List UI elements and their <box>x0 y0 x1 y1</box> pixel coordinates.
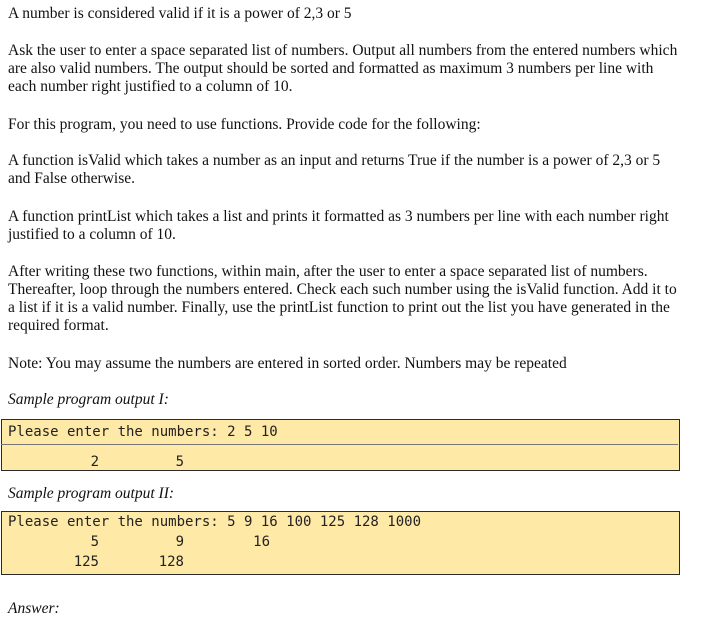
note-text: Note: You may assume the numbers are entered in sorted order. Numbers may be repeated <box>8 355 567 372</box>
sample-1-value: 2 <box>90 454 99 470</box>
sample-1-prompt: Please enter the numbers: 2 5 10 <box>8 424 278 440</box>
output-divider <box>1 444 678 445</box>
sample-2-value: 5 <box>90 534 99 550</box>
sample-2-output-box <box>1 511 680 575</box>
sample-2-prompt: Please enter the numbers: 5 9 16 100 125 128 1000 <box>8 514 422 530</box>
functions-intro: For this program, you need to use functions. Provide code for the following: <box>8 116 481 133</box>
sample-2-value: 16 <box>253 534 270 550</box>
main-description: After writing these two functions, within main, after the user to enter a space separated list of numbers. Thereafter, loop through the numbers entered. Check each such number using the isValid function. Add it to a list if it is a valid number. Finally, use the printList function to print out the list you have generated in the required format. <box>8 263 677 334</box>
sample-2-value: 128 <box>158 554 184 570</box>
sample-1-label: Sample program output I: <box>8 391 169 408</box>
sample-2-label: Sample program output II: <box>8 485 175 502</box>
printlist-description: A function printList which takes a list and prints it formatted as 3 numbers per line with each number right justified to a column of 10. <box>8 208 669 243</box>
sample-1-output-box <box>1 419 680 471</box>
answer-label: Answer: <box>8 600 60 617</box>
sample-2-value: 125 <box>73 554 99 570</box>
isvalid-description: A function isValid which takes a number as an input and returns True if the number is a power of 2,3 or 5 and False otherwise. <box>8 152 661 187</box>
task-description: Ask the user to enter a space separated list of numbers. Output all numbers from the entered numbers which are also valid numbers. The output should be sorted and formatted as maximum 3 numbers per line with each number right justified to a column of 10. <box>8 42 678 95</box>
sample-2-value: 9 <box>175 534 184 550</box>
intro-text: A number is considered valid if it is a power of 2,3 or 5 <box>8 5 352 22</box>
sample-1-value: 5 <box>175 454 184 470</box>
